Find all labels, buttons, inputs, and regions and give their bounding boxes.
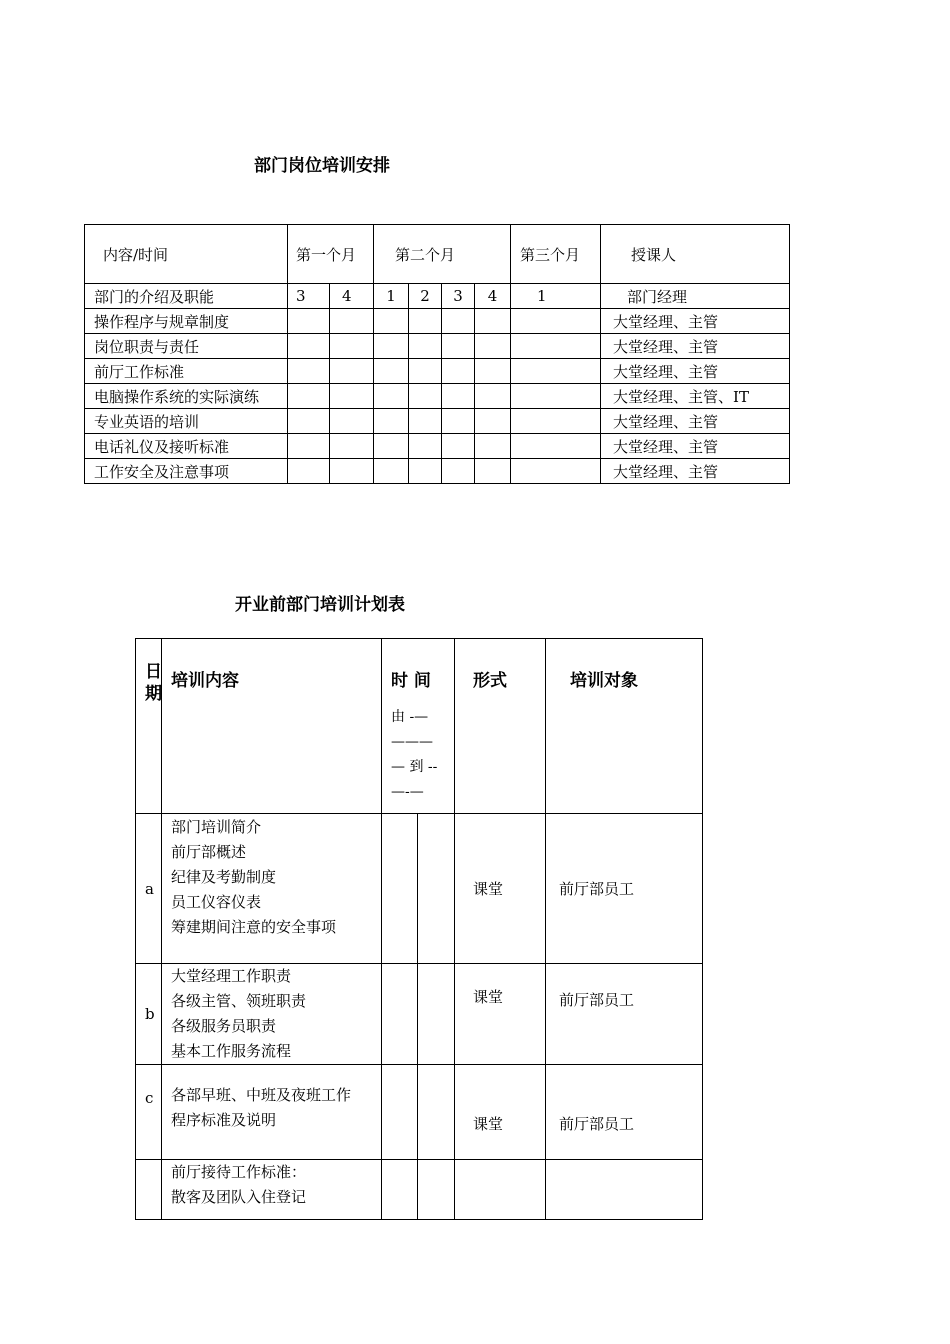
row-target: 前厅部员工: [546, 814, 703, 964]
header-time: 时 间 由 -— ——— — 到 -- —-—: [382, 639, 455, 814]
table-row: [85, 309, 790, 334]
row-item: 操作程序与规章制度: [85, 309, 288, 334]
table-row: [85, 384, 790, 409]
header-month1: 第一个月: [288, 225, 374, 284]
row-item: 前厅工作标准: [85, 359, 288, 384]
week-cell: 2: [409, 284, 442, 309]
header-trainer: 授课人: [601, 225, 790, 284]
week-cell: 1: [374, 284, 409, 309]
header-content: 培训内容: [162, 639, 382, 814]
header-row: [85, 225, 790, 284]
week-cell: 4: [475, 284, 511, 309]
training-schedule-table: [84, 224, 790, 484]
row-trainer: 大堂经理、主管: [601, 309, 790, 334]
header-month3: 第三个月: [511, 225, 601, 284]
row-item: 工作安全及注意事项: [85, 459, 288, 484]
table-row: [136, 1065, 703, 1160]
row-form: 课堂: [455, 814, 546, 964]
row-item: 电话礼仪及接听标准: [85, 434, 288, 459]
row-content: 各部早班、中班及夜班工作 程序标准及说明: [162, 1065, 382, 1160]
row-content: 部门培训简介 前厅部概述 纪律及考勤制度 员工仪容仪表 筹建期间注意的安全事项: [162, 814, 382, 964]
week-cell: 3: [442, 284, 475, 309]
week-cell: 1: [511, 284, 601, 309]
row-trainer: 大堂经理、主管: [601, 459, 790, 484]
row-form: 课堂: [455, 1065, 546, 1160]
header-row: [136, 639, 703, 814]
table-row: [85, 284, 790, 309]
training-plan-table: [135, 638, 703, 1220]
row-item: 专业英语的培训: [85, 409, 288, 434]
schedule-title: 部门岗位培训安排: [254, 156, 390, 176]
row-target: 前厅部员工: [546, 964, 703, 1065]
row-content: 大堂经理工作职责 各级主管、领班职责 各级服务员职责 基本工作服务流程: [162, 964, 382, 1065]
row-item: 岗位职责与责任: [85, 334, 288, 359]
row-trainer: 大堂经理、主管: [601, 409, 790, 434]
row-date: b: [136, 964, 162, 1065]
plan-title: 开业前部门培训计划表: [235, 595, 405, 615]
row-trainer: 大堂经理、主管: [601, 334, 790, 359]
header-month2: 第二个月: [374, 225, 511, 284]
table-row: [136, 1160, 703, 1220]
table-row: [136, 814, 703, 964]
row-trainer: 大堂经理、主管、IT: [601, 384, 790, 409]
table-row: [136, 964, 703, 1065]
table-row: [85, 359, 790, 384]
header-content-time: 内容/时间: [85, 225, 288, 284]
row-item: 电脑操作系统的实际演练: [85, 384, 288, 409]
table-row: [85, 334, 790, 359]
week-cell: 3: [288, 284, 330, 309]
row-trainer: 大堂经理、主管: [601, 434, 790, 459]
week-cell: 4: [330, 284, 374, 309]
row-item: 部门的介绍及职能: [85, 284, 288, 309]
row-date: a: [136, 814, 162, 964]
row-trainer: 部门经理: [601, 284, 790, 309]
table-row: [85, 459, 790, 484]
table-row: [85, 409, 790, 434]
row-form: 课堂: [455, 964, 546, 1065]
row-target: [546, 1160, 703, 1220]
table-row: [85, 434, 790, 459]
row-date: c: [136, 1065, 162, 1160]
header-target: 培训对象: [546, 639, 703, 814]
row-trainer: 大堂经理、主管: [601, 359, 790, 384]
header-date: 日 期: [136, 639, 162, 814]
row-content: 前厅接待工作标准： 散客及团队入住登记: [162, 1160, 382, 1220]
row-target: 前厅部员工: [546, 1065, 703, 1160]
header-form: 形式: [455, 639, 546, 814]
row-form: [455, 1160, 546, 1220]
row-date: [136, 1160, 162, 1220]
